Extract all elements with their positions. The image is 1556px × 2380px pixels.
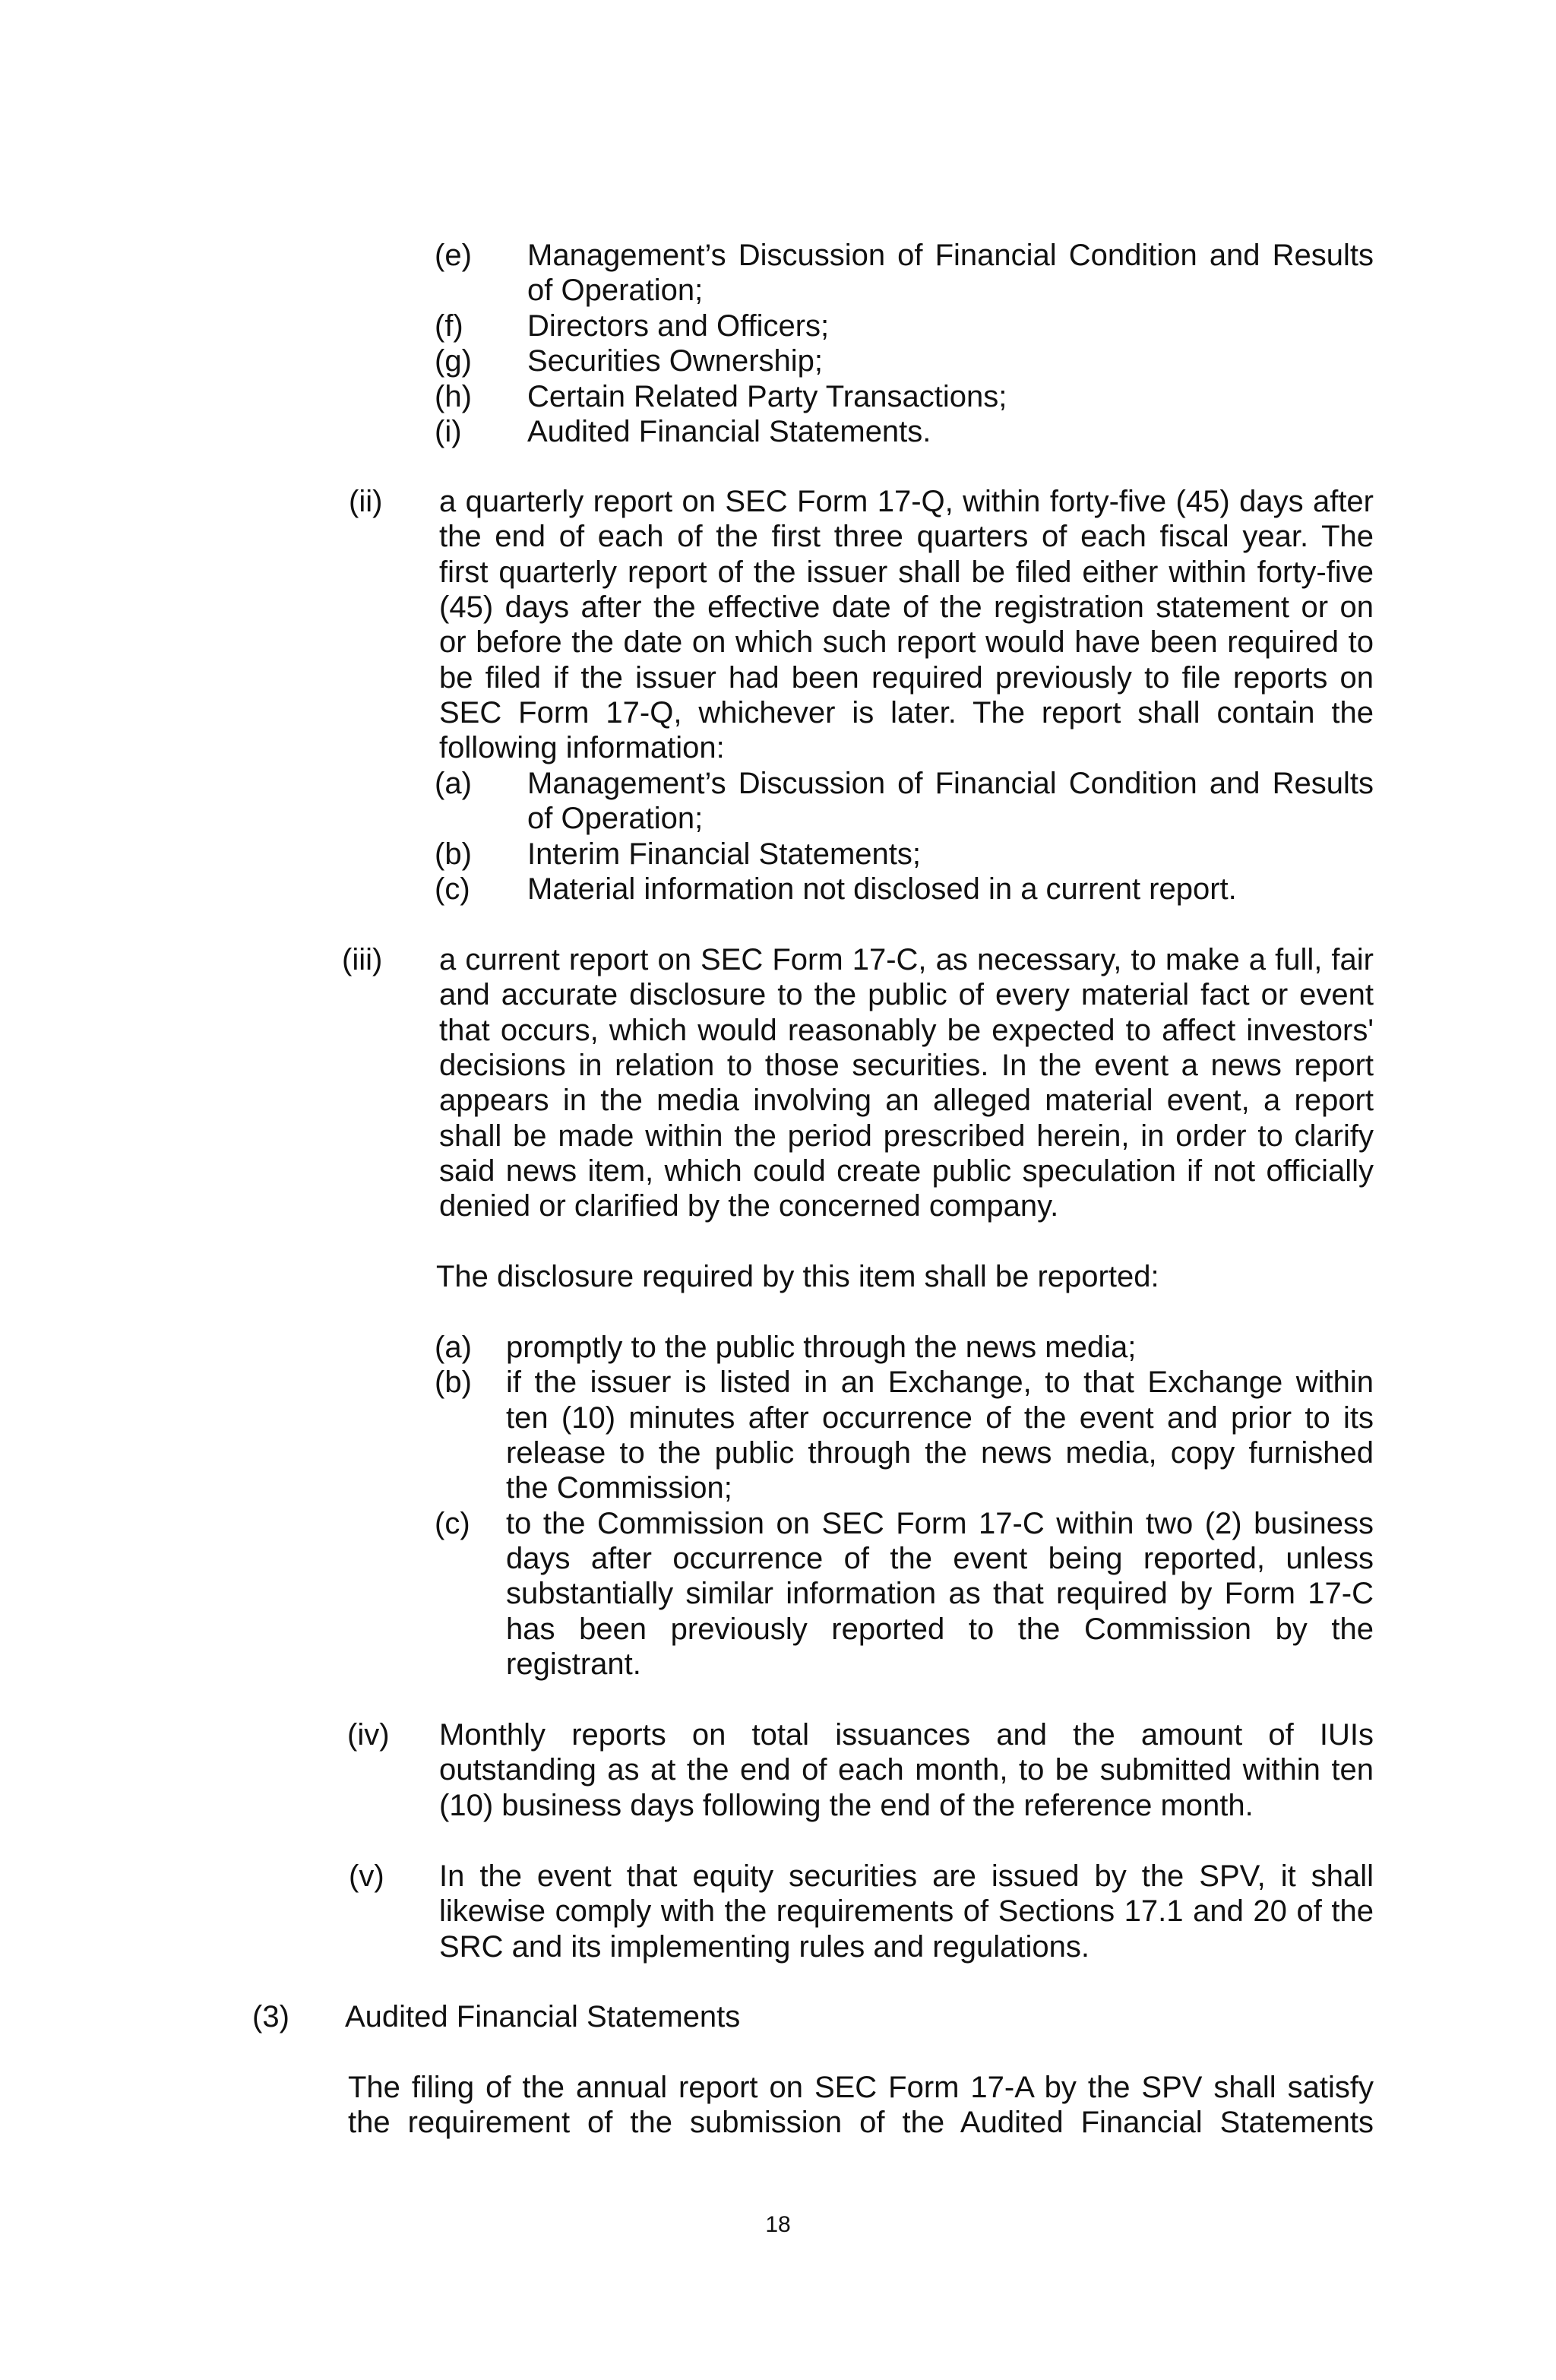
sub-text-line: the Commission; [506,1471,732,1505]
sub-text-line: Management’s Discussion of Financial Condition and Results [527,767,1374,800]
sub-text-line: days after occurrence of the event being reported, unless [506,1542,1374,1575]
paragraph-line: (10) business days following the end of the reference month. [439,1789,1254,1822]
sub-text-line: release to the public through the news media, copy furnished [506,1436,1374,1470]
paragraph-line: shall be made within the period prescribed herein, in order to clarify [439,1119,1374,1153]
sub-text-line: registrant. [506,1647,641,1681]
item-label: (v) [349,1859,384,1893]
disclosure-intro: The disclosure required by this item shall be reported: [436,1260,1159,1293]
sub-text-line: if the issuer is listed in an Exchange, to that Exchange within [506,1366,1374,1399]
section-label: (3) [252,2000,289,2033]
list-label: (h) [435,380,472,413]
paragraph-line: a quarterly report on SEC Form 17-Q, within forty-five (45) days after [439,485,1374,518]
sub-text-line: of Operation; [527,802,704,835]
list-label: (e) [435,239,472,272]
list-text-line: of Operation; [527,274,704,307]
paragraph-line: the end of each of the first three quarters of each fiscal year. The [439,520,1374,553]
list-text-line: Management’s Discussion of Financial Condition and Results [527,239,1374,272]
sub-text-line: has been previously reported to the Commission by the [506,1613,1374,1646]
list-label: (i) [435,415,462,448]
sub-label: (b) [435,837,472,871]
section-heading: Audited Financial Statements [345,2000,741,2033]
paragraph-line: first quarterly report of the issuer shall be filed either within forty-five [439,555,1374,589]
paragraph-line: and accurate disclosure to the public of every material fact or event [439,978,1374,1011]
paragraph-line: The filing of the annual report on SEC Form 17-A by the SPV shall satisfy [348,2071,1374,2104]
paragraph-line: outstanding as at the end of each month, to be submitted within ten [439,1753,1374,1787]
paragraph-line: following information: [439,731,725,764]
paragraph-line: (45) days after the effective date of the registration statement or on [439,590,1374,624]
list-text-line: Securities Ownership; [527,344,824,378]
list-label: (f) [435,309,463,343]
sub-text-line: substantially similar information as that required by Form 17-C [506,1577,1374,1610]
paragraph-line: Monthly reports on total issuances and the amount of IUIs [439,1718,1374,1752]
sub-text-line: Material information not disclosed in a current report. [527,872,1237,906]
sub-label: (c) [435,1507,470,1540]
sub-label: (c) [435,872,470,906]
item-label: (iv) [347,1718,390,1752]
sub-label: (a) [435,1331,472,1364]
list-text-line: Directors and Officers; [527,309,830,343]
sub-text-line: ten (10) minutes after occurrence of the event and prior to its [506,1401,1374,1435]
paragraph-line: decisions in relation to those securities. In the event a news report [439,1049,1374,1082]
page-number: 18 [765,2212,791,2237]
item-label: (iii) [342,943,383,976]
paragraph-line: likewise comply with the requirements of Sections 17.1 and 20 of the [439,1894,1374,1928]
sub-text-line: to the Commission on SEC Form 17-C within two (2) business [506,1507,1374,1540]
paragraph-line: that occurs, which would reasonably be expected to affect investors' [439,1014,1374,1047]
sub-label: (a) [435,767,472,800]
paragraph-line: or before the date on which such report would have been required to [439,625,1374,659]
paragraph-line: appears in the media involving an alleged material event, a report [439,1084,1374,1117]
paragraph-line: SRC and its implementing rules and regulations. [439,1930,1090,1964]
sub-label: (b) [435,1366,472,1399]
paragraph-line: SEC Form 17-Q, whichever is later. The report shall contain the [439,696,1374,730]
sub-text-line: Interim Financial Statements; [527,837,921,871]
sub-text-line: promptly to the public through the news media; [506,1331,1137,1364]
paragraph-line: the requirement of the submission of the Audited Financial Statements [348,2106,1374,2139]
list-label: (g) [435,344,472,378]
item-label: (ii) [349,485,383,518]
list-text-line: Audited Financial Statements. [527,415,931,448]
paragraph-line: be filed if the issuer had been required previously to file reports on [439,661,1374,695]
paragraph-line: In the event that equity securities are issued by the SPV, it shall [439,1859,1374,1893]
list-text-line: Certain Related Party Transactions; [527,380,1007,413]
paragraph-line: said news item, which could create public speculation if not officially [439,1154,1374,1188]
paragraph-line: a current report on SEC Form 17-C, as necessary, to make a full, fair [439,943,1374,976]
paragraph-line: denied or clarified by the concerned company. [439,1189,1059,1223]
